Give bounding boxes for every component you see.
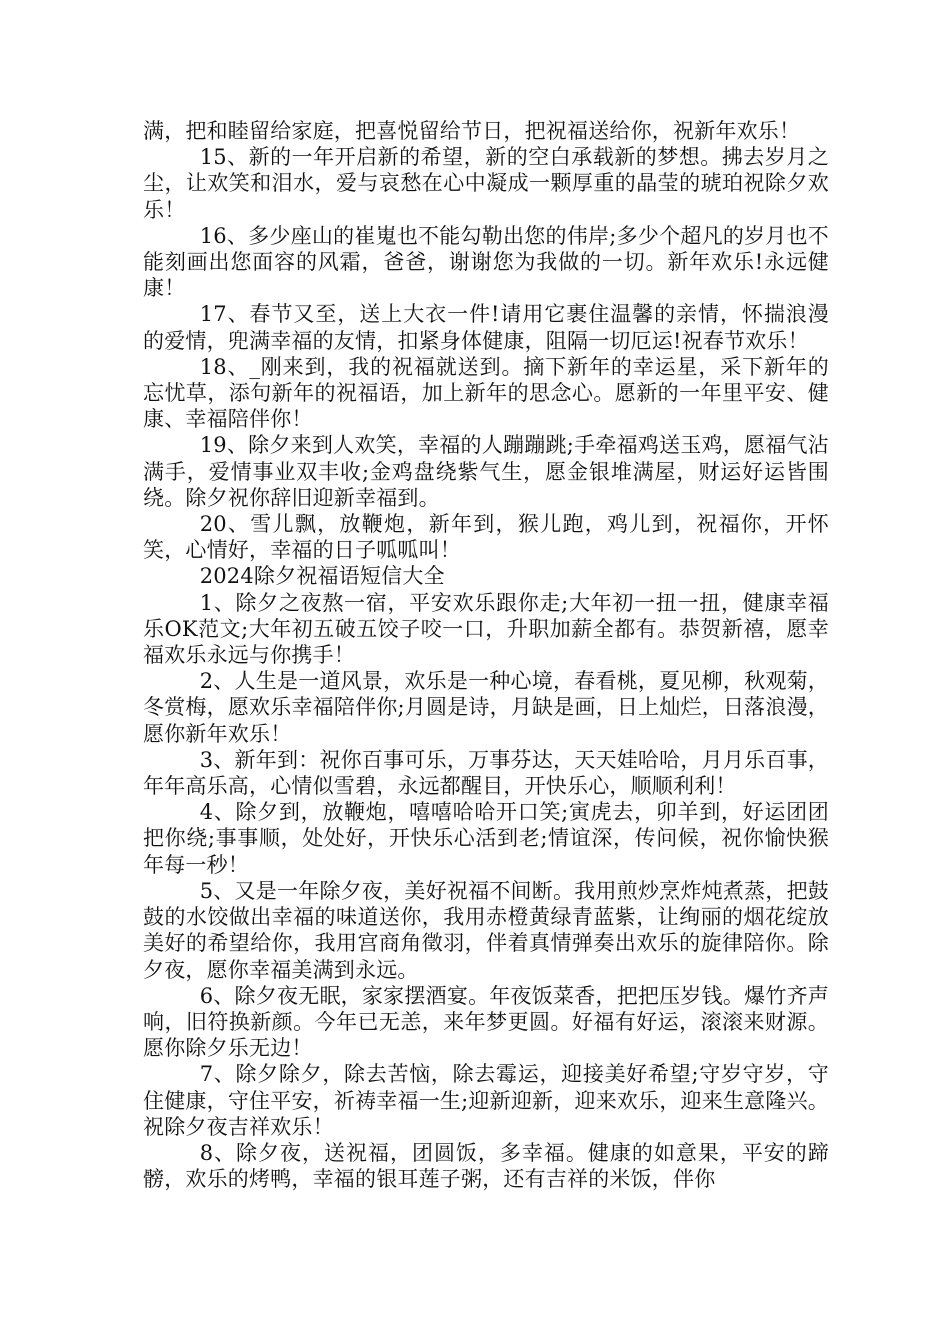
paragraph-item-8: 8、除夕夜，送祝福，团圆饭，多幸福。健康的如意果，平安的蹄髈，欢乐的烤鸭，幸福的银耳莲子粥，还有吉祥的米饭，伴你 bbox=[143, 1140, 829, 1192]
paragraph-item-4: 4、除夕到，放鞭炮，嘻嘻哈哈开口笑;寅虎去，卯羊到，好运团团把你绕;事事顺，处处好，开快乐心活到老;情谊深，传问候，祝你愉快猴年每一秒！ bbox=[143, 800, 829, 877]
paragraph-item-19: 19、除夕来到人欢笑，幸福的人蹦蹦跳;手牵福鸡送玉鸡，愿福气沾满手，爱情事业双丰收;金鸡盘绕紫气生，愿金银堆满屋，财运好运皆围绕。除夕祝你辞旧迎新幸福到。 bbox=[143, 433, 829, 510]
paragraph-item-7: 7、除夕除夕，除去苦恼，除去霉运，迎接美好希望;守岁守岁，守住健康，守住平安，祈祷幸福一生;迎新迎新，迎来欢乐，迎来生意隆兴。祝除夕夜吉祥欢乐！ bbox=[143, 1062, 829, 1139]
document-body bbox=[143, 118, 829, 1192]
paragraph-item-16: 16、多少座山的崔嵬也不能勾勒出您的伟岸;多少个超凡的岁月也不能刻画出您面容的风霜，爸爸，谢谢您为我做的一切。新年欢乐!永远健康！ bbox=[143, 223, 829, 301]
section-heading: 2024除夕祝福语短信大全 bbox=[199, 564, 445, 589]
paragraph-item-15: 15、新的一年开启新的希望，新的空白承载新的梦想。拂去岁月之尘，让欢笑和泪水，爱与哀愁在心中凝成一颗厚重的晶莹的琥珀祝除夕欢乐！ bbox=[143, 145, 829, 222]
paragraph-item-1: 1、除夕之夜熬一宿，平安欢乐跟你走;大年初一扭一扭，健康幸福乐OK范文;大年初五破五饺子咬一口，升职加薪全都有。恭贺新禧，愿幸福欢乐永远与你携手！ bbox=[143, 590, 829, 668]
paragraph-item-18: 18、_刚来到，我的祝福就送到。摘下新年的幸运星，采下新年的忘忧草，添句新年的祝福语，加上新年的思念心。愿新的一年里平安、健康、幸福陪伴你！ bbox=[143, 354, 829, 432]
paragraph-item-5: 5、又是一年除夕夜，美好祝福不间断。我用煎炒烹炸炖煮蒸，把鼓鼓的水饺做出幸福的味道送你，我用赤橙黄绿青蓝紫，让绚丽的烟花绽放美好的希望给你，我用宫商角徵羽，伴着真情弹奏出欢乐的旋律陪你。除夕夜，愿你幸福美满到永远。 bbox=[143, 878, 829, 982]
paragraph-item-20: 20、雪儿飘，放鞭炮，新年到，猴儿跑，鸡儿到，祝福你，开怀笑，心情好，幸福的日子呱呱叫！ bbox=[143, 512, 829, 563]
paragraph-item-3: 3、新年到：祝你百事可乐，万事芬达，天天娃哈哈，月月乐百事，年年高乐高，心情似雪碧，永远都醒目，开快乐心，顺顺利利！ bbox=[143, 747, 829, 799]
paragraph-item-6: 6、除夕夜无眠，家家摆酒宴。年夜饭菜香，把把压岁钱。爆竹齐声响，旧符换新颜。今年已无恙，来年梦更圆。好福有好运，滚滚来财源。愿你除夕乐无边！ bbox=[143, 983, 829, 1061]
paragraph-item-2: 2、人生是一道风景，欢乐是一种心境，春看桃，夏见柳，秋观菊，冬赏梅，愿欢乐幸福陪伴你;月圆是诗，月缺是画，日上灿烂，日落浪漫，愿你新年欢乐！ bbox=[143, 669, 829, 746]
paragraph-item-17: 17、春节又至，送上大衣一件!请用它裹住温馨的亲情，怀揣浪漫的爱情，兜满幸福的友情，扣紧身体健康，阻隔一切厄运!祝春节欢乐！ bbox=[143, 302, 829, 353]
paragraph-continuation: 满，把和睦留给家庭，把喜悦留给节日，把祝福送给你，祝新年欢乐！ bbox=[143, 119, 801, 143]
